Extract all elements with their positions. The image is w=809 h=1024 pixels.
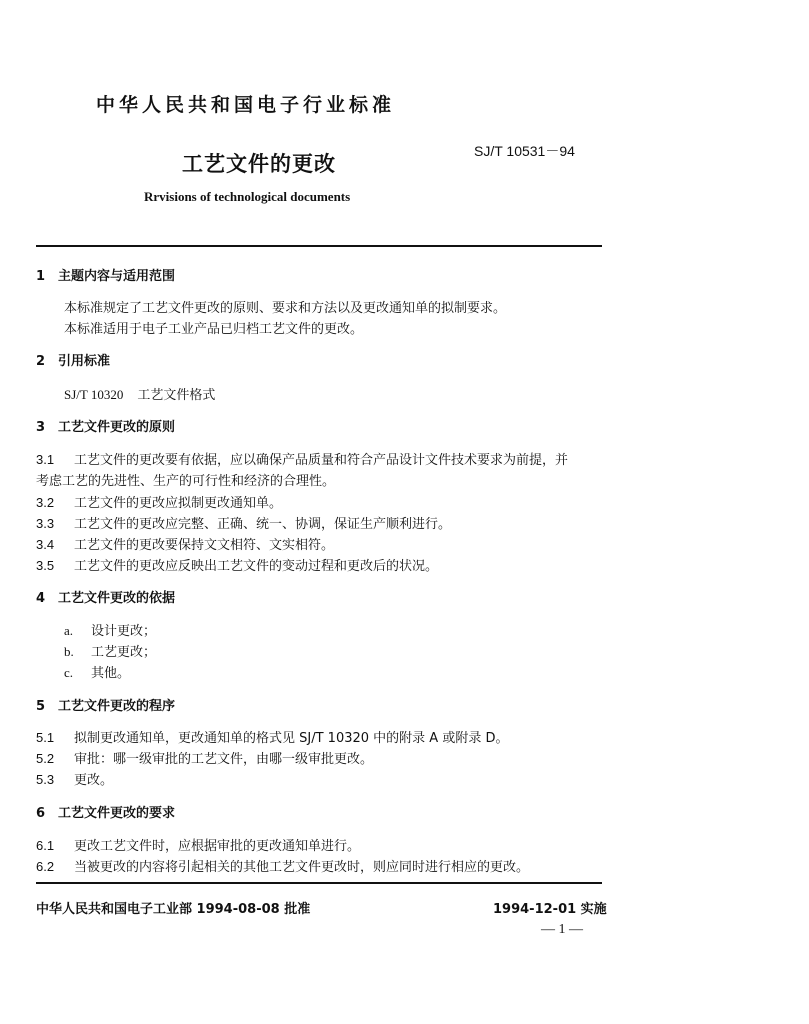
clause-number: 3.5 xyxy=(36,558,55,573)
clause-3-3 xyxy=(36,513,451,532)
clause-5-3 xyxy=(36,769,113,788)
clause-number: 3.2 xyxy=(36,495,55,510)
section-title: 主题内容与适用范围 xyxy=(58,269,176,284)
list-item-text: 其他。 xyxy=(91,666,131,681)
clause-text: 拟制更改通知单，更改通知单的格式见 SJ/T 10320 中的附录 A 或附录 D。 xyxy=(74,731,509,746)
section-number: 3 xyxy=(36,420,46,435)
clause-number: 3.3 xyxy=(36,516,55,531)
section-3-heading xyxy=(36,416,175,435)
clause-number: 5.3 xyxy=(36,772,55,787)
clause-text: 工艺文件的更改要保持文文相符、文实相符。 xyxy=(74,538,335,553)
clause-3-2 xyxy=(36,492,282,511)
clause-text: 工艺文件的更改应拟制更改通知单。 xyxy=(74,496,283,511)
clause-number: 5.1 xyxy=(36,730,55,745)
list-item-a xyxy=(64,620,156,639)
footer-divider xyxy=(36,882,602,884)
section-number: 5 xyxy=(36,699,46,714)
section-5-heading xyxy=(36,695,175,714)
list-item-letter: b. xyxy=(64,644,74,659)
section-6-heading xyxy=(36,802,175,821)
clause-6-2 xyxy=(36,856,529,875)
section-title: 工艺文件更改的程序 xyxy=(58,699,176,714)
implementation-date: 1994-12-01 实施 xyxy=(493,902,607,917)
section-2-heading xyxy=(36,350,110,369)
approval-statement: 中华人民共和国电子工业部 1994-08-08 批准 xyxy=(36,902,311,917)
section-title: 工艺文件更改的原则 xyxy=(58,420,176,435)
clause-text: 审批：哪一级审批的工艺文件，由哪一级审批更改。 xyxy=(74,752,374,767)
referenced-standard-code: SJ/T 10320 xyxy=(64,387,124,402)
list-item-letter: c. xyxy=(64,665,74,680)
clause-3-5 xyxy=(36,555,438,574)
referenced-standard xyxy=(64,384,215,403)
clause-3-1 xyxy=(36,449,568,468)
list-item-letter: a. xyxy=(64,623,74,638)
clause-text: 工艺文件的更改应完整、正确、统一、协调，保证生产顺利进行。 xyxy=(74,517,452,532)
section-title: 工艺文件更改的依据 xyxy=(58,591,176,606)
section-number: 2 xyxy=(36,354,46,369)
list-item-c xyxy=(64,662,130,681)
clause-text: 更改工艺文件时，应根据审批的更改通知单进行。 xyxy=(74,839,361,854)
clause-text: 工艺文件的更改应反映出工艺文件的变动过程和更改后的状况。 xyxy=(74,559,439,574)
section-number: 6 xyxy=(36,806,46,821)
list-item-text: 工艺更改； xyxy=(91,645,157,660)
section-title: 工艺文件更改的要求 xyxy=(58,806,176,821)
clause-text: 当被更改的内容将引起相关的其他工艺文件更改时，则应同时进行相应的更改。 xyxy=(74,860,530,875)
section-1-paragraph-1: 本标准规定了工艺文件更改的原则、要求和方法以及更改通知单的拟制要求。 xyxy=(64,301,507,316)
section-number: 4 xyxy=(36,591,46,606)
section-1-heading xyxy=(36,265,175,284)
document-title-english: Rrvisions of technological documents xyxy=(144,189,351,204)
clause-text: 更改。 xyxy=(74,773,114,788)
section-4-heading xyxy=(36,587,175,606)
document-title: 工艺文件的更改 xyxy=(182,152,336,176)
clause-number: 6.2 xyxy=(36,859,55,874)
clause-5-2 xyxy=(36,748,373,767)
referenced-standard-title: 工艺文件格式 xyxy=(137,388,216,403)
clause-number: 3.1 xyxy=(36,452,55,467)
standard-code: SJ/T 10531－94 xyxy=(474,143,575,159)
section-title: 引用标准 xyxy=(58,354,111,369)
header-divider xyxy=(36,245,602,247)
clause-number: 6.1 xyxy=(36,838,55,853)
clause-number: 3.4 xyxy=(36,537,55,552)
clause-3-1-continuation: 考虑工艺的先进性、生产的可行性和经济的合理性。 xyxy=(36,474,336,489)
section-number: 1 xyxy=(36,269,46,284)
list-item-text: 设计更改； xyxy=(91,624,157,639)
clause-6-1 xyxy=(36,835,360,854)
page-number: — 1 — xyxy=(541,922,583,937)
list-item-b xyxy=(64,641,156,660)
clause-number: 5.2 xyxy=(36,751,55,766)
clause-3-4 xyxy=(36,534,334,553)
section-1-paragraph-2: 本标准适用于电子工业产品已归档工艺文件的更改。 xyxy=(64,322,364,337)
clause-5-1 xyxy=(36,727,508,746)
clause-text: 工艺文件的更改要有依据，应以确保产品质量和符合产品设计文件技术要求为前提，并 xyxy=(74,453,569,468)
issuing-organization: 中华人民共和国电子行业标准 xyxy=(96,94,396,116)
